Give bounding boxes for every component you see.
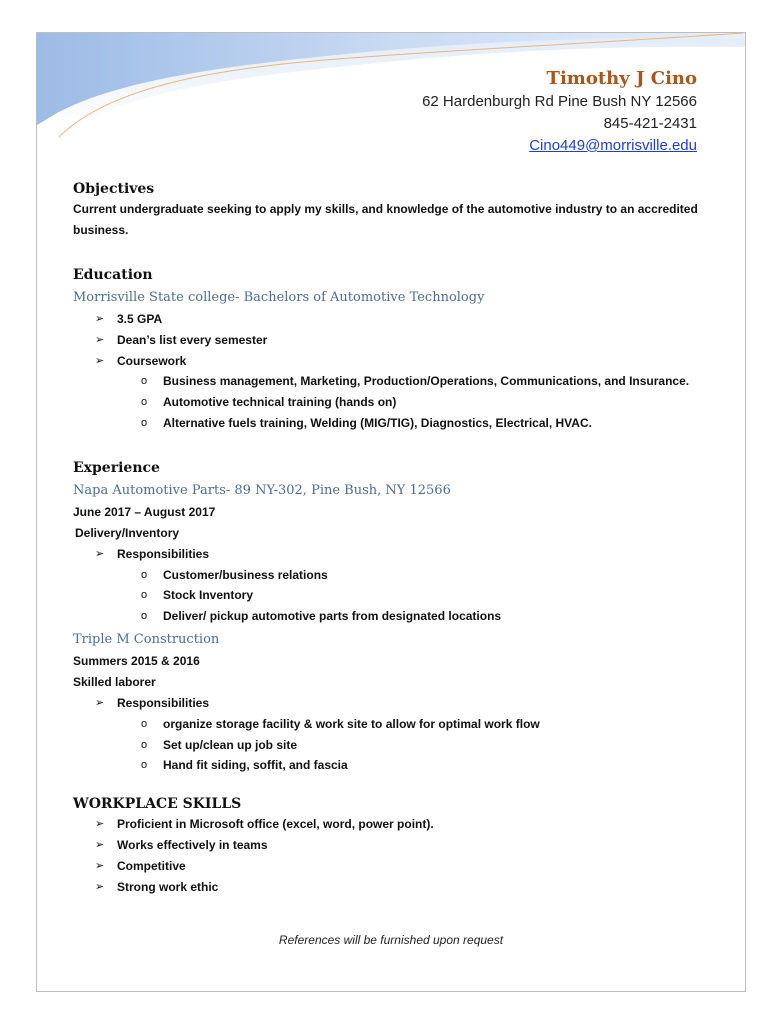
list-item: ➢ Proficient in Microsoft office (excel, word, power point). <box>73 814 713 835</box>
circle-bullet-icon: o <box>141 375 148 388</box>
resume-body <box>73 179 713 897</box>
arrow-bullet-icon: ➢ <box>95 313 105 325</box>
arrow-bullet-icon: ➢ <box>95 818 105 831</box>
list-item: ➢ Responsibilities <box>73 693 713 714</box>
job-dates: June 2017 – August 2017 <box>73 504 216 519</box>
references-note: References will be furnished upon request <box>278 933 504 947</box>
job-role: Skilled laborer <box>73 674 156 689</box>
circle-bullet-icon: o <box>141 759 148 772</box>
circle-bullet-icon: o <box>141 416 148 429</box>
duties-list <box>73 565 713 627</box>
list-item: ➢ Works effectively in teams <box>73 835 713 856</box>
arrow-bullet-icon: ➢ <box>95 354 105 367</box>
circle-bullet-icon: o <box>141 717 148 730</box>
objectives-text: Current undergraduate seeking to apply my skills, and knowledge of the automotive industry to an accredited business. <box>73 202 698 237</box>
arrow-bullet-icon: ➢ <box>95 547 105 560</box>
objectives-heading: Objectives <box>73 181 155 197</box>
list-item: o Business management, Marketing, Production/Operations, Communications, and Insurance. <box>73 371 713 392</box>
arrow-bullet-icon: ➢ <box>95 859 105 872</box>
list-item: ➢ 3.5 GPA <box>73 309 713 330</box>
list-item: ➢ Responsibilities <box>73 544 713 565</box>
job-role: Delivery/Inventory <box>75 525 180 540</box>
contact-header <box>422 67 697 157</box>
coursework-list <box>73 371 713 433</box>
circle-bullet-icon: o <box>141 568 148 581</box>
skills-heading: WORKPLACE SKILLS <box>73 796 242 813</box>
circle-bullet-icon: o <box>141 589 148 602</box>
list-item: o Set up/clean up job site <box>73 735 713 756</box>
circle-bullet-icon: o <box>141 610 148 623</box>
list-item: o organize storage facility & work site to allow for optimal work flow <box>73 714 713 735</box>
responsibilities-list <box>73 544 713 565</box>
email-link[interactable]: Cino449@morrisville.edu <box>529 137 697 154</box>
list-item: ➢ Strong work ethic <box>73 877 713 898</box>
arrow-bullet-icon: ➢ <box>95 880 105 893</box>
circle-bullet-icon: o <box>141 738 148 751</box>
list-item: o Automotive technical training (hands on) <box>73 392 713 413</box>
list-item: o Hand fit siding, soffit, and fascia <box>73 755 713 776</box>
list-item: o Stock Inventory <box>73 585 713 606</box>
education-list <box>73 309 713 371</box>
arrow-bullet-icon: ➢ <box>95 333 105 346</box>
list-item: ➢ Dean’s list every semester <box>73 330 713 351</box>
employer-name: Triple M Construction <box>73 631 220 647</box>
list-item: o Alternative fuels training, Welding (MIG/TIG), Diagnostics, Electrical, HVAC. <box>73 413 713 434</box>
address: 62 Hardenburgh Rd Pine Bush NY 12566 <box>422 93 697 110</box>
education-heading: Education <box>73 267 153 283</box>
list-item: o Customer/business relations <box>73 565 713 586</box>
list-item: ➢ Coursework <box>73 351 713 372</box>
resume-page <box>36 32 746 992</box>
circle-bullet-icon: o <box>141 396 148 409</box>
employer-name: Napa Automotive Parts- 89 NY-302, Pine Bush, NY 12566 <box>73 482 451 498</box>
responsibilities-list <box>73 693 713 714</box>
arrow-bullet-icon: ➢ <box>95 696 105 709</box>
candidate-name: Timothy J Cino <box>546 68 697 89</box>
duties-list <box>73 714 713 776</box>
list-item: ➢ Competitive <box>73 856 713 877</box>
experience-heading: Experience <box>73 459 160 476</box>
phone-number: 845-421-2431 <box>603 115 697 132</box>
school-name: Morrisville State college- Bachelors of Automotive Technology <box>73 290 485 305</box>
job-dates: Summers 2015 & 2016 <box>73 653 200 668</box>
list-item: o Deliver/ pickup automotive parts from designated locations <box>73 606 713 627</box>
arrow-bullet-icon: ➢ <box>95 838 105 851</box>
skills-list <box>73 814 713 897</box>
